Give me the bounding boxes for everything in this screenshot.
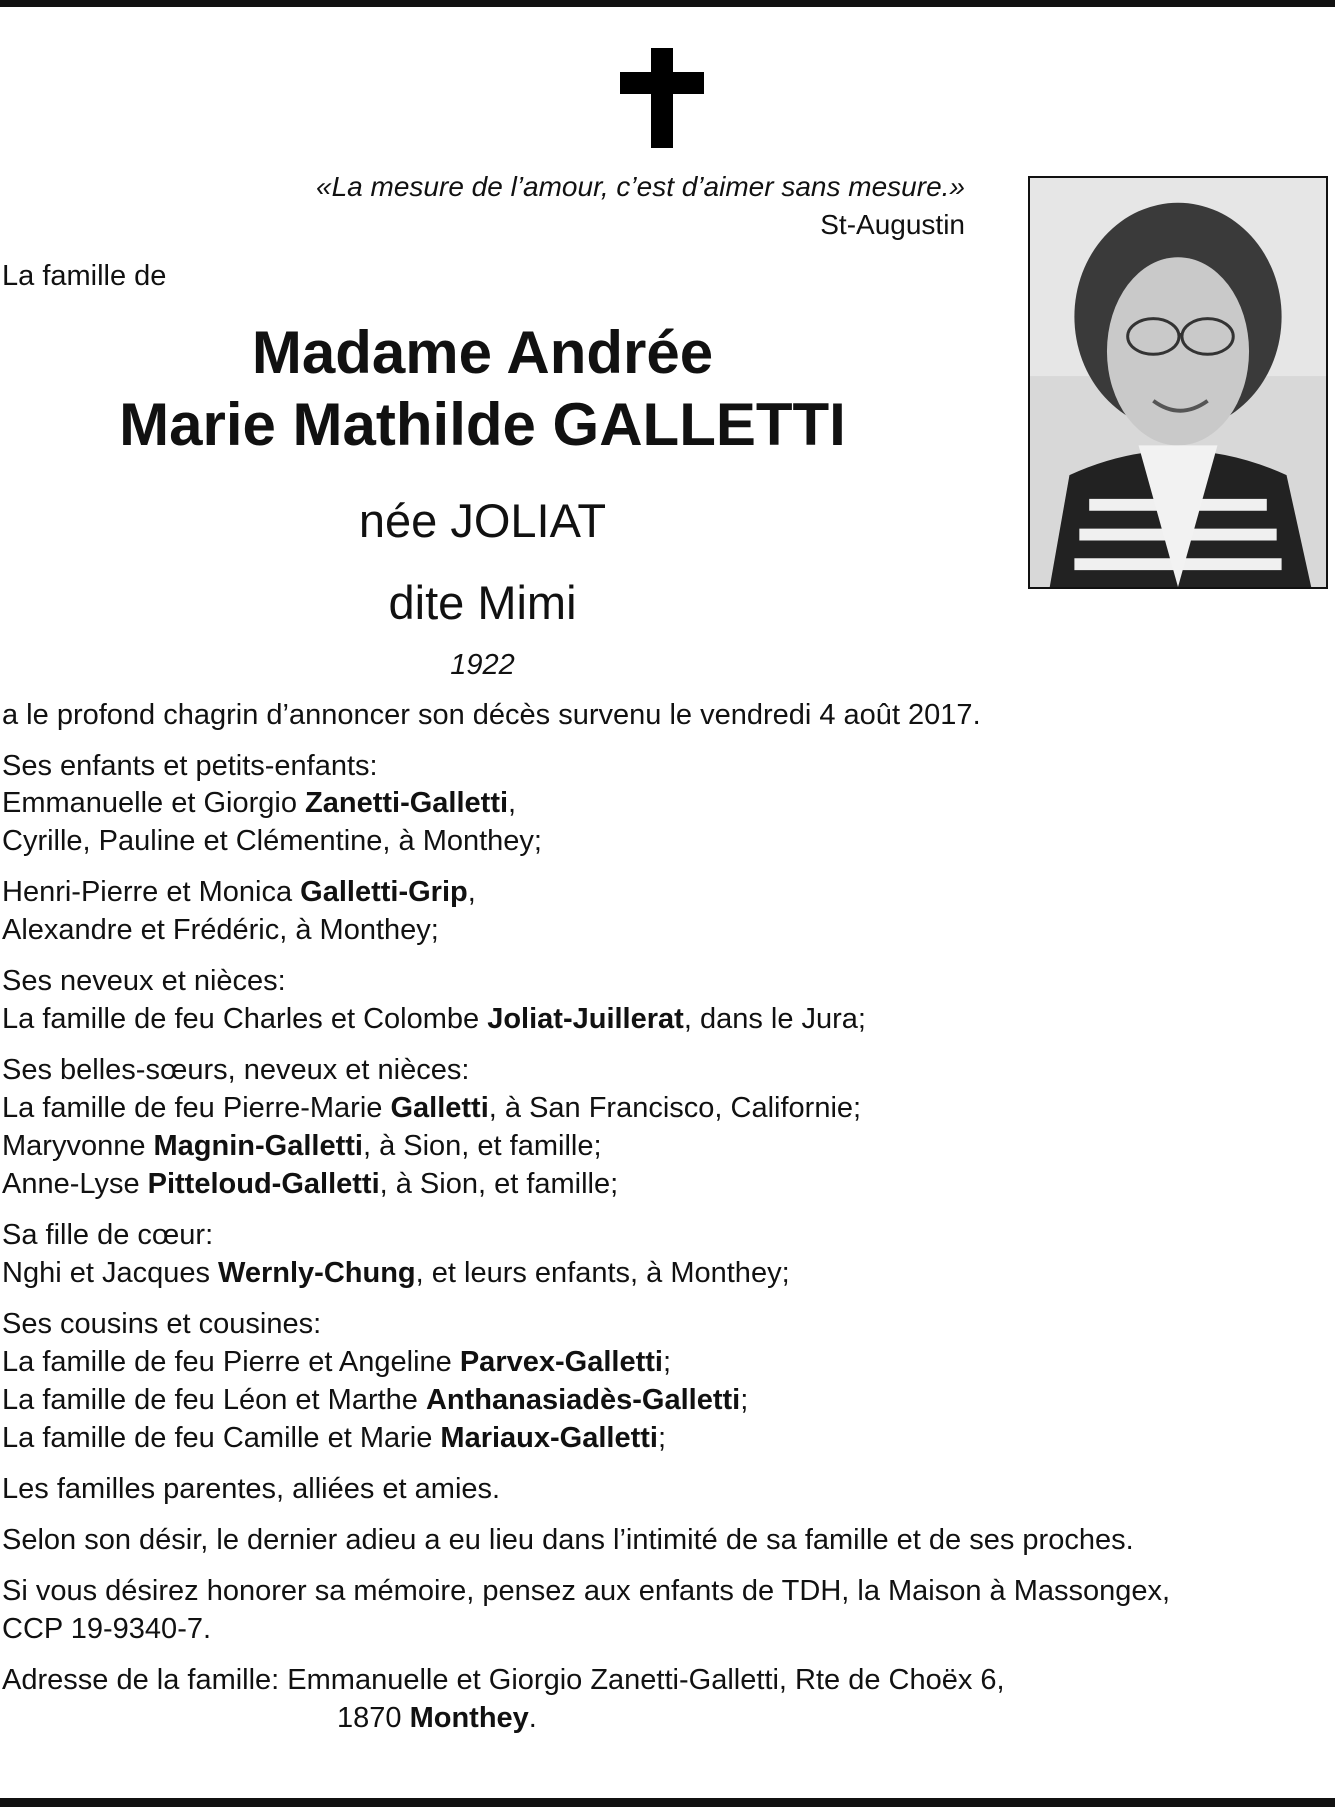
family-address: Adresse de la famille: Emmanuelle et Giorgio Zanetti-Galletti, Rte de Choëx 6, bbox=[2, 1664, 1005, 1696]
maiden-name: née JOLIAT bbox=[358, 494, 607, 547]
family-line: La famille de feu Charles et Colombe Joliat-Juillerat, dans le Jura; bbox=[2, 1003, 866, 1035]
deceased-name-line2: Marie Mathilde GALLETTI bbox=[119, 391, 846, 458]
family-line: Nghi et Jacques Wernly-Chung, et leurs enfants, à Monthey; bbox=[2, 1257, 790, 1289]
relatives-line: Les familles parentes, alliées et amies. bbox=[2, 1473, 501, 1505]
cousins-heading: Ses cousins et cousines: bbox=[2, 1308, 322, 1340]
bottom-rule bbox=[0, 1798, 1335, 1807]
family-line: Emmanuelle et Giorgio Zanetti-Galletti, bbox=[2, 787, 517, 819]
family-line: Maryvonne Magnin-Galletti, à Sion, et famille; bbox=[2, 1130, 602, 1162]
farewell-line: Selon son désir, le dernier adieu a eu lieu dans l’intimité de sa famille et de ses proches. bbox=[2, 1524, 1134, 1556]
deceased-name-line1: Madame Andrée bbox=[251, 319, 714, 386]
children-heading: Ses enfants et petits-enfants: bbox=[2, 750, 378, 782]
birth-year: 1922 bbox=[450, 649, 515, 681]
quote-author: St-Augustin bbox=[820, 209, 965, 240]
portrait-photo bbox=[1028, 176, 1328, 589]
family-line: Alexandre et Frédéric, à Monthey; bbox=[2, 914, 439, 946]
nickname: dite Mimi bbox=[388, 576, 577, 629]
family-line: Henri-Pierre et Monica Galletti-Grip, bbox=[2, 876, 476, 908]
heart-daughter-heading: Sa fille de cœur: bbox=[2, 1219, 214, 1251]
address-city-line: 1870 Monthey. bbox=[337, 1702, 537, 1734]
announcement: a le profond chagrin d’annoncer son décès survenu le vendredi 4 août 2017. bbox=[2, 699, 981, 731]
cross-icon bbox=[620, 48, 704, 148]
quote-text: «La mesure de l’amour, c’est d’aimer sans mesure.» bbox=[316, 171, 965, 202]
intro-text: La famille de bbox=[2, 260, 167, 292]
family-line: Cyrille, Pauline et Clémentine, à Monthey; bbox=[2, 825, 542, 857]
inlaws-heading: Ses belles-sœurs, neveux et nièces: bbox=[2, 1054, 470, 1086]
family-line: Anne-Lyse Pitteloud-Galletti, à Sion, et famille; bbox=[2, 1168, 619, 1200]
nephews-heading: Ses neveux et nièces: bbox=[2, 965, 286, 997]
top-rule bbox=[0, 0, 1335, 7]
family-line: La famille de feu Léon et Marthe Anthanasiadès-Galletti; bbox=[2, 1384, 749, 1416]
family-line: La famille de feu Camille et Marie Mariaux-Galletti; bbox=[2, 1422, 667, 1454]
family-line: La famille de feu Pierre-Marie Galletti, à San Francisco, Californie; bbox=[2, 1092, 862, 1124]
donation-line: Si vous désirez honorer sa mémoire, pensez aux enfants de TDH, la Maison à Massongex, bbox=[2, 1575, 1171, 1607]
donation-ccp: CCP 19-9340-7. bbox=[2, 1613, 212, 1645]
family-line: La famille de feu Pierre et Angeline Parvex-Galletti; bbox=[2, 1346, 672, 1378]
